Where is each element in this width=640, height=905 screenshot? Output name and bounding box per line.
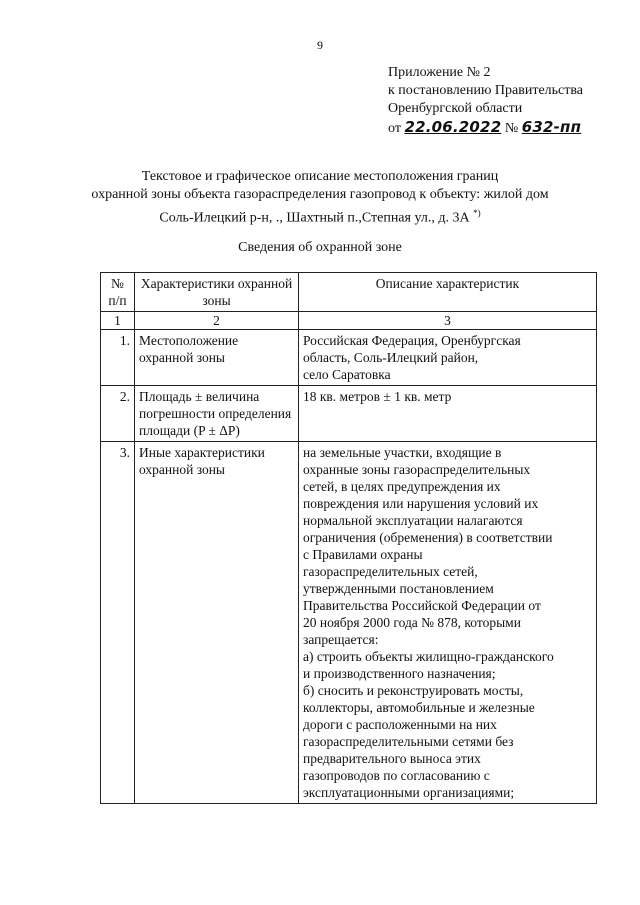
document-title (60, 168, 580, 228)
title-line-2: охранной зоны объекта газораспределения газопровод к объекту: жилой дом (91, 187, 549, 202)
appendix-title: Приложение № 2 (388, 65, 491, 80)
table-header-row (101, 273, 597, 312)
header-number: № п/п (101, 273, 135, 312)
row-number: 1. (101, 330, 135, 386)
footnote-mark: *) (473, 208, 481, 218)
title-line-3: Соль-Илецкий р-н, ., Шахтный п.,Степная ул., д. 3А *) (159, 208, 481, 226)
row-number: 3. (101, 442, 135, 804)
appendix-region: Оренбургской области (388, 101, 523, 116)
column-number: 3 (299, 312, 597, 330)
row-characteristic: Местоположение охранной зоны (135, 330, 299, 386)
header-characteristic: Характеристики охранной зоны (135, 273, 299, 312)
protection-zone-table (100, 272, 597, 804)
handwritten-date: 22.06.2022 (404, 118, 502, 136)
table-row (101, 330, 597, 386)
appendix-resolution: к постановлению Правительства (388, 83, 584, 98)
title-line-1: Текстовое и графическое описание местоположения границ (141, 169, 499, 184)
date-prefix: от (388, 121, 401, 136)
page-number: 9 (317, 38, 323, 52)
row-description: 18 кв. метров ± 1 кв. метр (299, 386, 597, 442)
row-description: на земельные участки, входящие в охранные зоны газораспределительных сетей, в целях предупреждения их повреждения или нарушения условий их нормальной эксплуатации налагаются ограничения (обременения) в соответствии с Правилами охраны газораспределительных сетей, утвержденными постановлением Правительства Российской Федерации от 20 ноября 2000 года № 878, которыми запрещается: а) строить объекты жилищно-гражданского и производственного назначения; б) сносить и реконструировать мосты, коллекторы, автомобильные и железные дороги с расположенными на них газораспределительными сетями без предварительного выноса этих газопроводов по согласованию с эксплуатационными организациями; (299, 442, 597, 804)
header-description: Описание характеристик (299, 273, 597, 312)
handwritten-number: 632-пп (521, 118, 582, 136)
number-prefix: № (504, 121, 519, 136)
column-number: 2 (135, 312, 299, 330)
column-number: 1 (101, 312, 135, 330)
row-number: 2. (101, 386, 135, 442)
column-number-row (101, 312, 597, 330)
section-subtitle: Сведения об охранной зоне (238, 240, 402, 255)
appendix-header (388, 64, 583, 138)
row-characteristic: Площадь ± величина погрешности определения площади (P ± ΔP) (135, 386, 299, 442)
row-description: Российская Федерация, Оренбургская область, Соль-Илецкий район, село Саратовка (299, 330, 597, 386)
table-row (101, 386, 597, 442)
appendix-date-line (388, 118, 583, 138)
table-row (101, 442, 597, 804)
row-characteristic: Иные характеристики охранной зоны (135, 442, 299, 804)
